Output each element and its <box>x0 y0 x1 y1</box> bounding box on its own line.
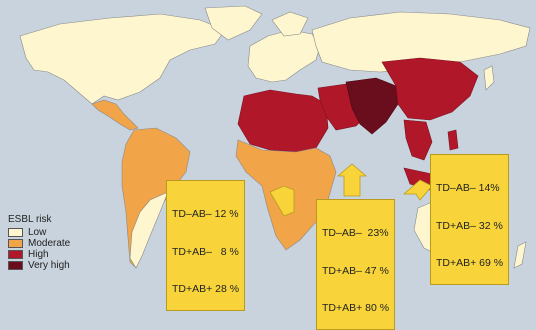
legend-title: ESBL risk <box>8 214 52 225</box>
legend-swatch-moderate <box>8 239 23 248</box>
legend-item-low <box>8 227 70 238</box>
south-asia-callout-line-1: TD–AB– 23% <box>322 227 389 239</box>
legend-swatch-low <box>8 228 23 237</box>
africa-callout-line-2: TD+AB– 8 % <box>172 245 239 258</box>
africa-callout-line-1: TD–AB– 12 % <box>172 208 239 220</box>
southeast-asia-callout <box>430 154 509 285</box>
legend-label-low: Low <box>28 227 47 238</box>
legend-item-very-high <box>8 260 70 271</box>
legend-swatch-very-high <box>8 261 23 270</box>
legend-label-very-high: Very high <box>28 260 70 271</box>
legend-swatch-high <box>8 250 23 259</box>
legend <box>8 214 70 271</box>
legend-item-high <box>8 249 70 260</box>
southeast-asia-callout-line-2: TD+AB– 32 % <box>436 219 503 232</box>
southeast-asia-callout-line-3: TD+AB+ 69 % <box>436 257 504 269</box>
south-asia-callout <box>316 199 395 330</box>
southeast-asia-callout-line-1: TD–AB– 14% <box>436 182 500 194</box>
legend-item-moderate <box>8 238 70 249</box>
legend-label-high: High <box>28 249 49 260</box>
north-africa <box>238 90 328 152</box>
philippines <box>448 130 458 150</box>
south-asia-callout-line-2: TD+AB– 47 % <box>322 264 389 277</box>
south-asia-callout-line-3: TD+AB+ 80 % <box>322 302 390 314</box>
africa-callout <box>166 180 245 311</box>
legend-label-moderate: Moderate <box>28 238 71 249</box>
africa-callout-line-3: TD+AB+ 28 % <box>172 283 240 295</box>
